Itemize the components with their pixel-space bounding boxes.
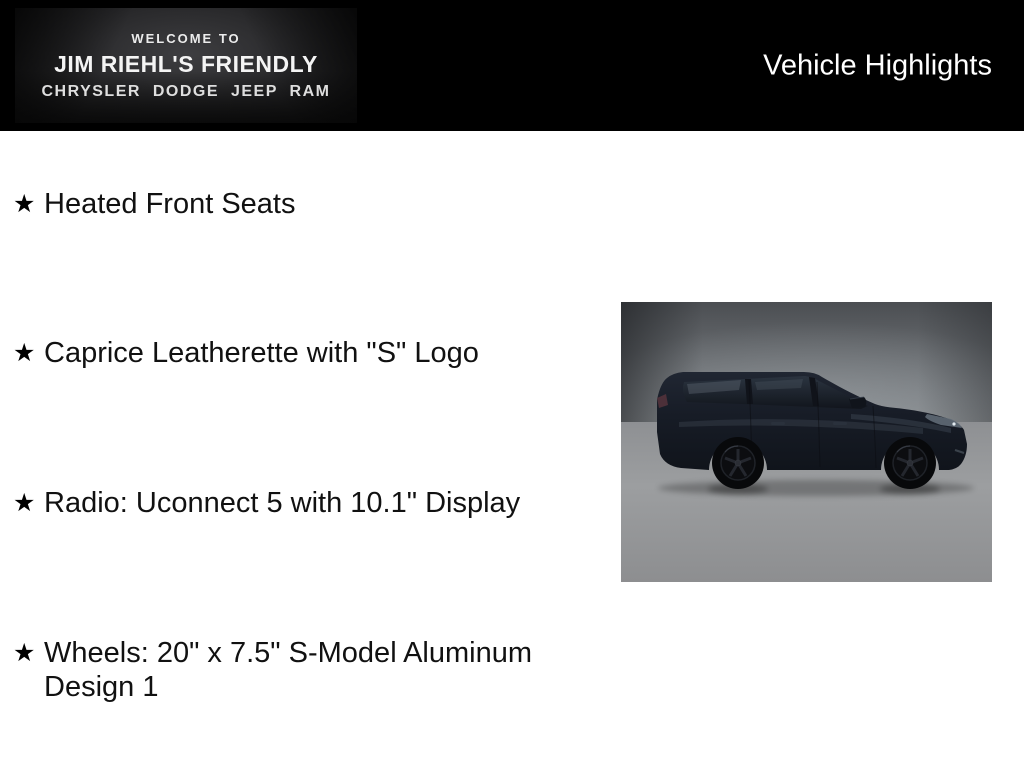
dealership-logo: [15, 8, 357, 123]
logo-brands-text: CHRYSLER DODGE JEEP RAM: [41, 82, 331, 100]
logo-welcome-text: WELCOME TO: [131, 30, 241, 46]
highlight-item-wheels: [13, 636, 604, 704]
star-bullet-icon: ★: [13, 339, 36, 367]
highlight-text: Radio: Uconnect 5 with 10.1" Display: [44, 487, 521, 519]
highlight-text: Wheels: 20" x 7.5" S-Model Aluminum Design 1: [44, 637, 533, 703]
vehicle-photo: [621, 302, 992, 582]
vehicle-photo-illustration: [621, 302, 992, 582]
highlight-item-heated-seats: [13, 187, 604, 221]
highlight-item-leatherette: [13, 336, 604, 370]
star-bullet-icon: ★: [13, 190, 36, 218]
car-front-wheel: [884, 437, 936, 489]
star-bullet-icon: ★: [13, 489, 36, 517]
page-title: Vehicle Highlights: [763, 49, 992, 81]
highlight-text: Caprice Leatherette with "S" Logo: [44, 337, 479, 369]
highlight-text: Heated Front Seats: [44, 188, 296, 220]
star-bullet-icon: ★: [13, 639, 36, 667]
logo-dealership-name: JIM RIEHL'S FRIENDLY: [54, 50, 318, 77]
header-bar: [0, 0, 1024, 131]
highlight-item-radio: [13, 486, 604, 520]
car-rear-wheel: [712, 437, 764, 489]
